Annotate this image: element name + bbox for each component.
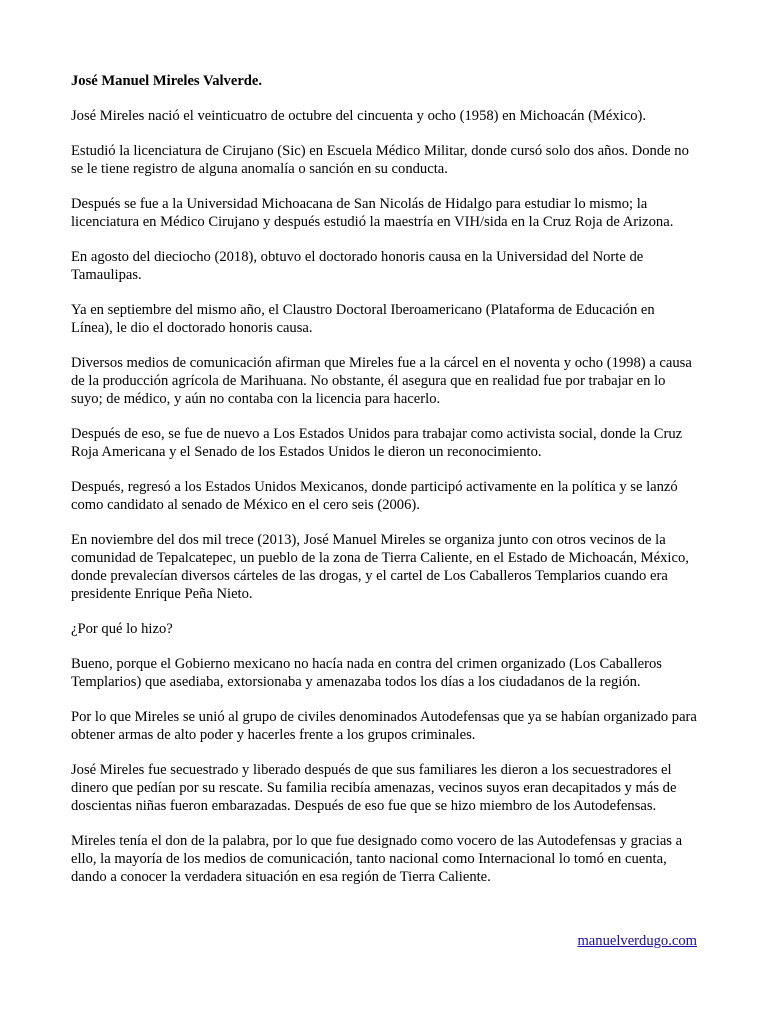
paragraph-senate-candidate: Después, regresó a los Estados Unidos Mexicanos, donde participó activamente en la política y se lanzó como candidato al senado de México en el cero seis (2006). <box>71 479 678 513</box>
paragraph-prison: Diversos medios de comunicación afirman que Mireles fue a la cárcel en el noventa y ocho (1998) a causa de la producción agrícola de Marihuana. No obstante, él asegura que en realidad fue por trabajar en lo suyo; de médico, y aún no contaba con la licencia para hacerlo. <box>71 355 692 407</box>
paragraph-spokesman: Mireles tenía el don de la palabra, por lo que fue designado como vocero de las Autodefensas y gracias a ello, la mayoría de los medios de comunicación, tanto nacional como Internacional lo tomó en cuenta, dando a conocer la verdadera situación en esa región de Tierra Caliente. <box>71 833 683 885</box>
paragraph-united-states: Después de eso, se fue de nuevo a Los Estados Unidos para trabajar como activista social, donde la Cruz Roja Americana y el Senado de los Estados Unidos le dieron un reconocimiento. <box>71 426 683 460</box>
document-title: José Manuel Mireles Valverde. <box>71 73 263 89</box>
paragraph-autodefensas: Por lo que Mireles se unió al grupo de civiles denominados Autodefensas que ya se habían organizado para obtener armas de alto poder y hacerles frente a los grupos criminales. <box>71 709 697 743</box>
paragraph-military-school: Estudió la licenciatura de Cirujano (Sic) en Escuela Médico Militar, donde cursó solo dos años. Donde no se le tiene registro de alguna anomalía o sanción en su conducta. <box>71 143 689 177</box>
paragraph-question: ¿Por qué lo hizo? <box>71 621 173 637</box>
paragraph-university: Después se fue a la Universidad Michoacana de San Nicolás de Hidalgo para estudiar lo mismo; la licenciatura en Médico Cirujano y después estudió la maestría en VIH/sida en la Cruz Roja de Arizona. <box>71 196 674 230</box>
paragraph-kidnapping: José Mireles fue secuestrado y liberado después de que sus familiares les dieron a los secuestradores el dinero que pedían por su rescate. Su familia recibía amenazas, vecinos suyos eran decapitados y más de doscientas niñas fueron embarazadas. Después de eso fue que se hizo miembro de los Autodefensas. <box>71 762 677 814</box>
footer-website-link[interactable]: manuelverdugo.com <box>577 933 697 949</box>
paragraph-birth: José Mireles nació el veinticuatro de octubre del cincuenta y ocho (1958) en Michoacán (México). <box>71 108 647 124</box>
paragraph-tepalcatepec: En noviembre del dos mil trece (2013), José Manuel Mireles se organiza junto con otros vecinos de la comunidad de Tepalcatepec, un pueblo de la zona de Tierra Caliente, en el Estado de Michoacán, México, donde prevalecían diversos cárteles de las drogas, y el cartel de Los Caballeros Templarios cuando era presidente Enrique Peña Nieto. <box>71 532 689 602</box>
paragraph-claustro-doctoral: Ya en septiembre del mismo año, el Claustro Doctoral Iberoamericano (Plataforma de Educación en Línea), le dio el doctorado honoris causa. <box>71 302 655 336</box>
paragraph-honoris-causa-2018: En agosto del dieciocho (2018), obtuvo el doctorado honoris causa en la Universidad del Norte de Tamaulipas. <box>71 249 644 283</box>
paragraph-government: Bueno, porque el Gobierno mexicano no hacía nada en contra del crimen organizado (Los Caballeros Templarios) que asediaba, extorsionaba y amenazaba todos los días a los ciudadanos de la región. <box>71 656 662 690</box>
